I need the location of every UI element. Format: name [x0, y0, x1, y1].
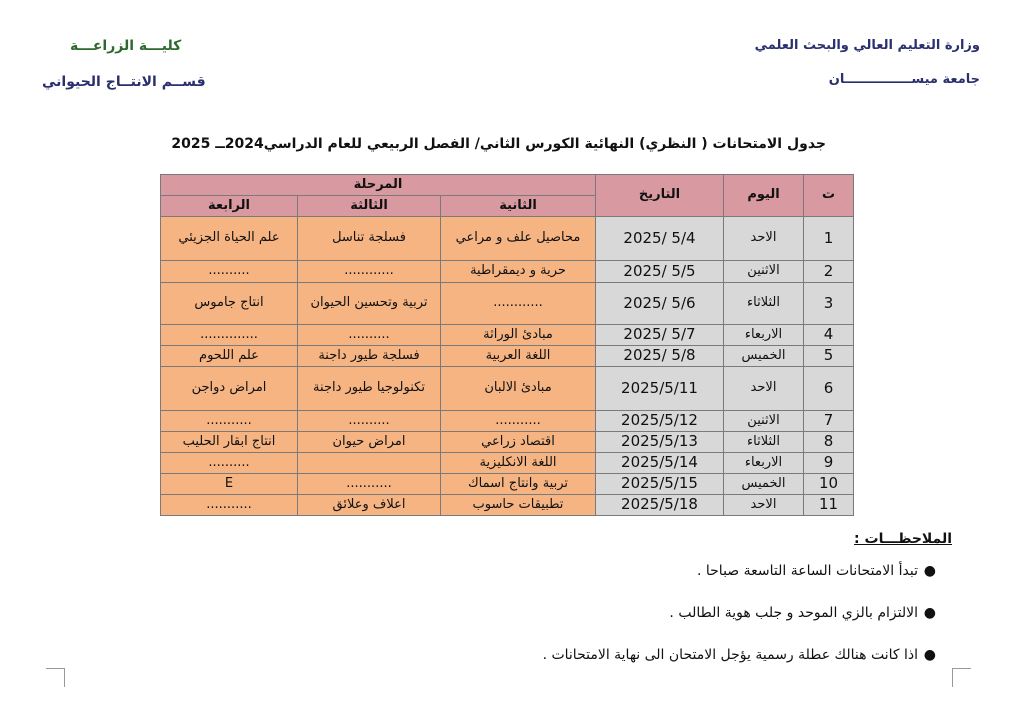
- notes-list: [543, 560, 936, 686]
- bullet-icon: ●: [923, 647, 936, 663]
- day-cell: الخميس: [724, 346, 804, 367]
- stage-fourth-cell: انتاج جاموس: [161, 283, 298, 325]
- stage-fourth-cell: علم اللحوم: [161, 346, 298, 367]
- bullet-icon: ●: [923, 605, 936, 621]
- table-row: [161, 325, 854, 346]
- note-item: ●الالتزام بالزي الموحد و جلب هوية الطالب .: [543, 602, 936, 644]
- stage-third-cell: امراض حيوان: [298, 432, 441, 453]
- university-name: جامعة ميســـــــــــــــان: [828, 72, 980, 87]
- table-row: [161, 453, 854, 474]
- col-header-date: التاريخ: [596, 175, 724, 217]
- stage-second-cell: اللغة العربية: [441, 346, 596, 367]
- table-row: [161, 474, 854, 495]
- day-cell: الخميس: [724, 474, 804, 495]
- day-cell: الاثنين: [724, 261, 804, 283]
- stage-third-cell: تكنولوجيا طيور داجنة: [298, 367, 441, 411]
- row-number: 3: [804, 283, 854, 325]
- row-number: 1: [804, 217, 854, 261]
- col-header-third: الثالثة: [298, 196, 441, 217]
- table-row: [161, 261, 854, 283]
- stage-fourth-cell: ..............: [161, 325, 298, 346]
- day-cell: الاحد: [724, 367, 804, 411]
- bullet-icon: ●: [923, 563, 936, 579]
- note-item: ●اذا كانت هنالك عطلة رسمية يؤجل الامتحان الى نهاية الامتحانات .: [543, 644, 936, 686]
- date-cell: 2025/5/11: [596, 367, 724, 411]
- row-number: 11: [804, 495, 854, 516]
- stage-fourth-cell: ...........: [161, 411, 298, 432]
- notes-title: الملاحظـــات :: [854, 531, 952, 547]
- date-cell: 2025/5/18: [596, 495, 724, 516]
- stage-third-cell: اعلاف وعلائق: [298, 495, 441, 516]
- col-header-day: اليوم: [724, 175, 804, 217]
- stage-second-cell: ...........: [441, 411, 596, 432]
- stage-fourth-cell: E: [161, 474, 298, 495]
- table-row: [161, 217, 854, 261]
- date-cell: 2025/ 5/7: [596, 325, 724, 346]
- stage-third-cell: تربية وتحسين الحيوان: [298, 283, 441, 325]
- ministry-name: وزارة التعليم العالي والبحث العلمي: [754, 38, 980, 53]
- row-number: 4: [804, 325, 854, 346]
- stage-fourth-cell: امراض دواجن: [161, 367, 298, 411]
- college-name: كليـــة الزراعـــة: [70, 38, 182, 54]
- stage-second-cell: اللغة الانكليزية: [441, 453, 596, 474]
- col-header-number: ت: [804, 175, 854, 217]
- page-corner-mark-right: [952, 668, 971, 687]
- table-row: [161, 432, 854, 453]
- day-cell: الاربعاء: [724, 325, 804, 346]
- row-number: 7: [804, 411, 854, 432]
- row-number: 10: [804, 474, 854, 495]
- row-number: 8: [804, 432, 854, 453]
- date-cell: 2025/5/14: [596, 453, 724, 474]
- col-header-fourth: الرابعة: [161, 196, 298, 217]
- date-cell: 2025/ 5/4: [596, 217, 724, 261]
- date-cell: 2025/ 5/5: [596, 261, 724, 283]
- stage-fourth-cell: علم الحياة الجزيئي: [161, 217, 298, 261]
- table-row: [161, 411, 854, 432]
- stage-second-cell: اقتصاد زراعي: [441, 432, 596, 453]
- table-row: [161, 283, 854, 325]
- stage-third-cell: ...........: [298, 474, 441, 495]
- table-row: [161, 495, 854, 516]
- note-item: ●تبدأ الامتحانات الساعة التاسعة صباحا .: [543, 560, 936, 602]
- stage-third-cell: فسلجة تناسل: [298, 217, 441, 261]
- stage-second-cell: حرية و ديمقراطية: [441, 261, 596, 283]
- table-row: [161, 367, 854, 411]
- stage-second-cell: مبادئ الالبان: [441, 367, 596, 411]
- stage-fourth-cell: ...........: [161, 495, 298, 516]
- date-cell: 2025/5/12: [596, 411, 724, 432]
- stage-third-cell: ..........: [298, 411, 441, 432]
- department-name: قســم الانتــاج الحيواني: [42, 74, 206, 90]
- stage-fourth-cell: انتاج ابقار الحليب: [161, 432, 298, 453]
- date-cell: 2025/ 5/6: [596, 283, 724, 325]
- stage-fourth-cell: ..........: [161, 261, 298, 283]
- day-cell: الثلاثاء: [724, 432, 804, 453]
- row-number: 6: [804, 367, 854, 411]
- page-title: جدول الامتحانات ( النظري) النهائية الكورس الثاني/ الفصل الربيعي للعام الدراسي2024ــ 2025: [171, 136, 826, 152]
- row-number: 9: [804, 453, 854, 474]
- page-corner-mark-left: [46, 668, 65, 687]
- day-cell: الاحد: [724, 495, 804, 516]
- stage-third-cell: ..........: [298, 325, 441, 346]
- stage-second-cell: مبادئ الوراثة: [441, 325, 596, 346]
- date-cell: 2025/5/15: [596, 474, 724, 495]
- stage-second-cell: تربية وانتاج اسماك: [441, 474, 596, 495]
- stage-second-cell: تطبيقات حاسوب: [441, 495, 596, 516]
- stage-second-cell: محاصيل علف و مراعي: [441, 217, 596, 261]
- stage-second-cell: ............: [441, 283, 596, 325]
- stage-third-cell: ............: [298, 261, 441, 283]
- col-header-stage: المرحلة: [161, 175, 596, 196]
- row-number: 5: [804, 346, 854, 367]
- date-cell: 2025/ 5/8: [596, 346, 724, 367]
- stage-fourth-cell: ..........: [161, 453, 298, 474]
- day-cell: الاربعاء: [724, 453, 804, 474]
- stage-third-cell: [298, 453, 441, 474]
- day-cell: الثلاثاء: [724, 283, 804, 325]
- day-cell: الاحد: [724, 217, 804, 261]
- table-row: [161, 346, 854, 367]
- row-number: 2: [804, 261, 854, 283]
- stage-third-cell: فسلجة طيور داجنة: [298, 346, 441, 367]
- day-cell: الاثنين: [724, 411, 804, 432]
- exam-schedule-table: [160, 174, 854, 516]
- date-cell: 2025/5/13: [596, 432, 724, 453]
- col-header-second: الثانية: [441, 196, 596, 217]
